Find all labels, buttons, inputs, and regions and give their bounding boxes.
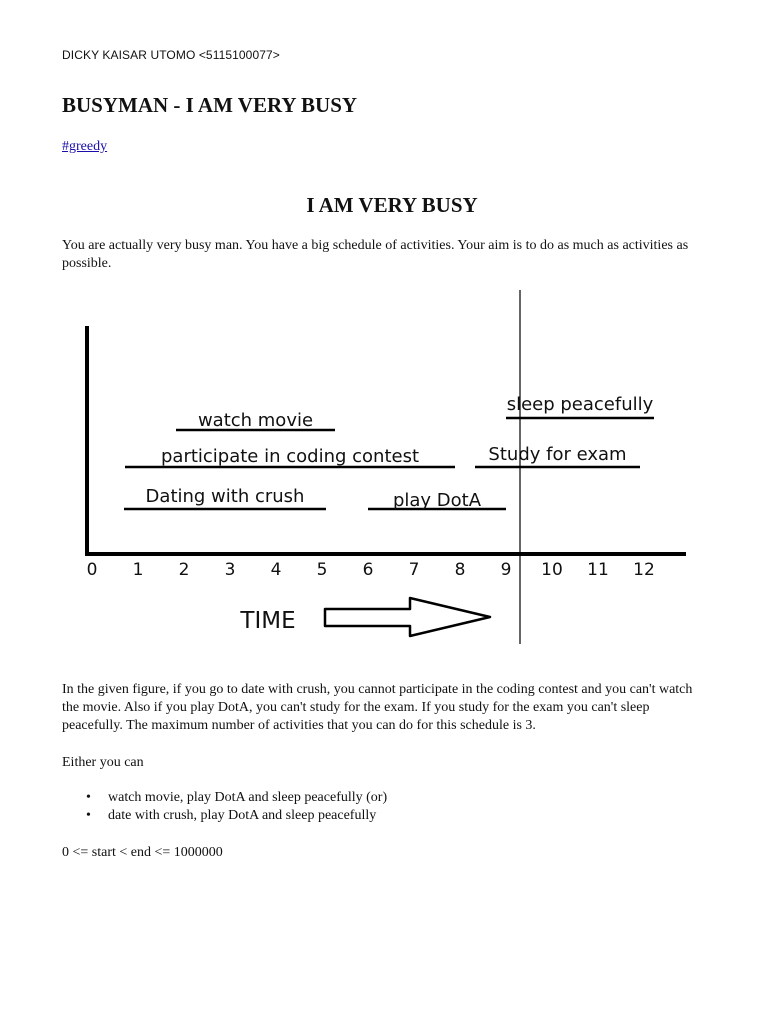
- time-axis-label: TIME: [240, 608, 296, 634]
- tick-label: 7: [408, 560, 420, 580]
- activity-label: participate in coding contest: [160, 446, 420, 467]
- list-item: • watch movie, play DotA and sleep peacefully (or): [62, 789, 387, 807]
- tick-label: 10: [541, 560, 563, 580]
- tick-label: 1: [132, 560, 144, 580]
- problem-heading: I AM VERY BUSY: [306, 193, 478, 217]
- tick-label: 3: [224, 560, 236, 580]
- either-text: Either you can: [62, 755, 144, 770]
- timeline-axes: [85, 326, 686, 556]
- tick-label: 6: [362, 560, 374, 580]
- time-arrow-icon: [325, 598, 490, 636]
- constraint-text: 0 <= start < end <= 1000000: [62, 845, 223, 860]
- tick-label: 0: [86, 560, 98, 580]
- activity-label: Dating with crush: [145, 486, 305, 507]
- greedy-tag-link[interactable]: #greedy: [62, 139, 108, 154]
- explanation-paragraph: In the given figure, if you go to date with crush, you cannot participate in the coding contest and you can't watch the movie. Also if you play DotA, you can't study for the exam. If you study for the exam you can't sleep peacefully. The maximum number of activities that you can do for this schedule is 3.: [62, 682, 693, 733]
- list-item: • date with crush, play DotA and sleep peacefully: [62, 807, 387, 825]
- activity-label: play DotA: [392, 490, 482, 511]
- page-title: BUSYMAN - I AM VERY BUSY: [62, 93, 358, 117]
- tick-label: 9: [500, 560, 512, 580]
- tick-label: 2: [178, 560, 190, 580]
- timeline-activities: [124, 394, 654, 511]
- options-list: [62, 789, 387, 825]
- activity-label: Study for exam: [488, 444, 627, 465]
- tick-label: 12: [633, 560, 655, 580]
- tick-label: 4: [270, 560, 282, 580]
- tick-label: 11: [587, 560, 609, 580]
- intro-paragraph: You are actually very busy man. You have a big schedule of activities. Your aim is to do as much as activities as possible.: [62, 238, 689, 271]
- author-line: DICKY KAISAR UTOMO <5115100077>: [62, 48, 280, 62]
- activity-label: sleep peacefully: [506, 394, 654, 415]
- activity-label: watch movie: [197, 410, 314, 431]
- tick-label: 5: [316, 560, 328, 580]
- tick-label: 8: [454, 560, 466, 580]
- timeline-tick-labels: [87, 560, 655, 580]
